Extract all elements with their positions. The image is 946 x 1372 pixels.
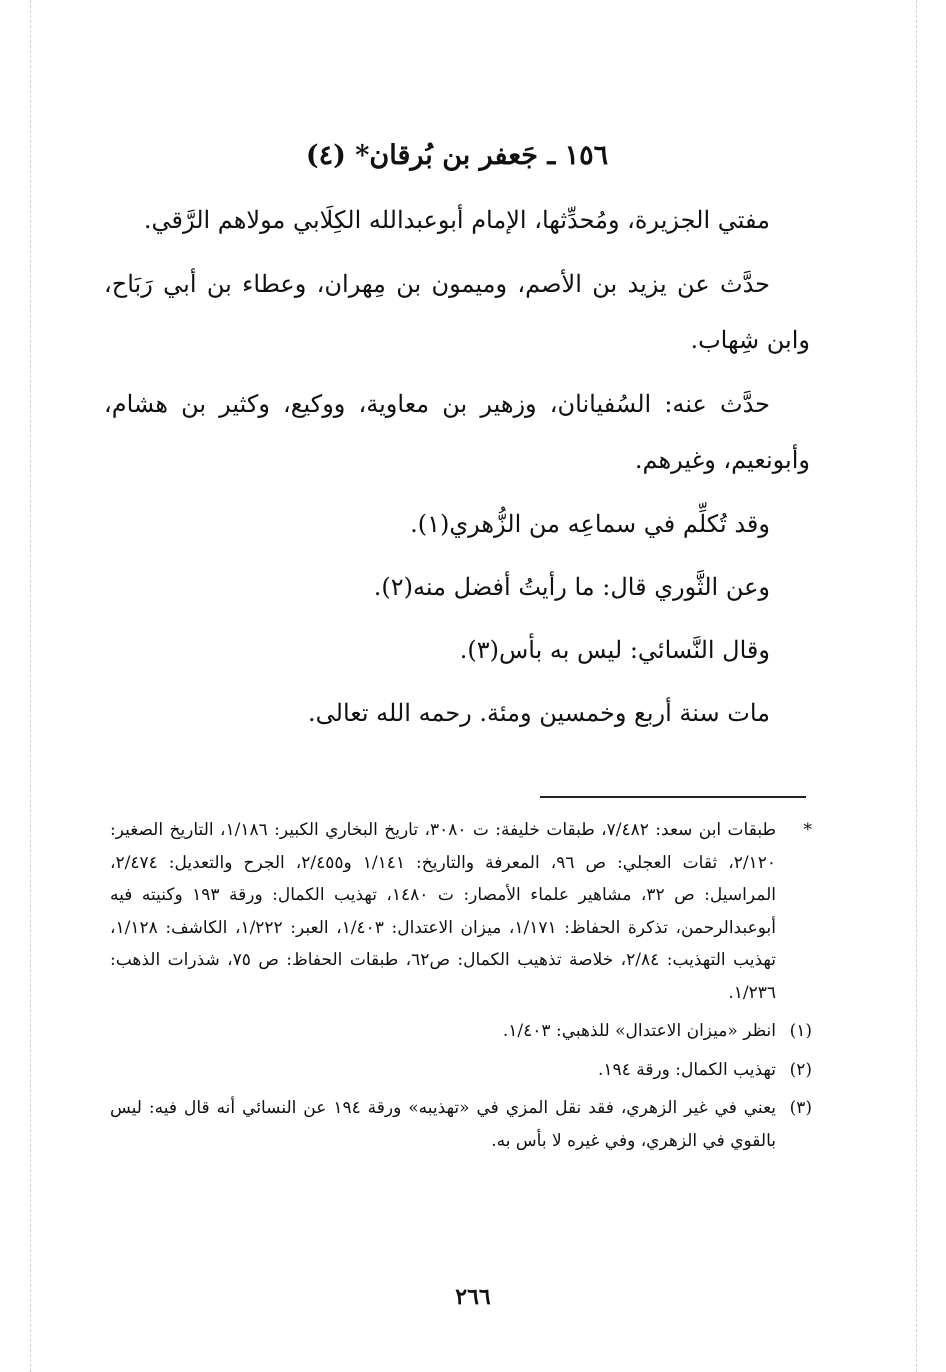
entry-title: ١٥٦ ـ جَعفر بن بُرقان* (٤) — [305, 140, 609, 171]
footnote-mark: (١) — [789, 1021, 812, 1041]
entry-paragraph: مفتي الجزيرة، ومُحدِّثها، الإمام أبوعبدالله الكِلَابي مولاهم الرَّقي. — [143, 206, 770, 234]
footnote-text: طبقات ابن سعد: ٧/٤٨٢، طبقات خليفة: ت ٣٠٨٠، تاريخ البخاري الكبير: ١/١٨٦، التاريخ الصغير: ٢/١٢٠، ثقات العجلي: ص ٩٦، المعرفة والتاريخ: ١/١٤١ و٢/٤٥٥، الجرح والتعديل: ٢/٤٧٤، المراسيل: ص ٣٢، مشاهير علماء الأمصار: ت ١٤٨٠، تهذيب الكمال: ورقة ١٩٣ وكنيته فيه أبوعبدالرحمن، تذكرة الحفاظ: ١/١٧١، ميزان الاعتدال: ١/٤٠٣، العبر: ١/٢٢٢، الكاشف: ١/١٢٨، تهذيب التهذيب: ٢/٨٤، خلاصة تذهيب الكمال: ص٦٢، طبقات الحفاظ: ص ٧٥، شذرات الذهب: ١/٢٣٦. — [110, 820, 776, 1003]
footnote-mark: (٣) — [789, 1098, 812, 1118]
entry-line: وقال النَّسائي: ليس به بأس(٣). — [459, 636, 770, 664]
footnote-mark: * — [803, 820, 812, 840]
page-number: ٢٦٦ — [455, 1284, 491, 1310]
footnote-text: انظر «ميزان الاعتدال» للذهبي: ١/٤٠٣. — [502, 1021, 776, 1041]
entry-paragraph: حدَّث عنه: السُفيانان، وزهير بن معاوية، ووكيع، وكثير بن هشام، وأبونعيم، وغيرهم. — [104, 390, 810, 474]
footnote-item — [110, 814, 812, 1009]
scan-edge-left — [30, 0, 31, 1372]
scan-edge-right — [916, 0, 917, 1372]
footnote-item — [110, 1054, 812, 1087]
footnote-text: تهذيب الكمال: ورقة ١٩٤. — [598, 1059, 776, 1080]
footnote-separator — [540, 796, 806, 798]
entry-paragraph: حدَّث عن يزيد بن الأصم، وميمون بن مِهران، وعطاء بن أبي رَبَاح، وابن شِهاب. — [104, 270, 810, 354]
entry-line: وعن الثَّوري قال: ما رأيتُ أفضل منه(٢). — [373, 573, 770, 601]
footnote-item — [110, 1092, 812, 1157]
entry-body — [104, 136, 810, 748]
footnote-item — [110, 1015, 812, 1048]
footnote-text: يعني في غير الزهري، فقد نقل المزي في «تهذيبه» ورقة ١٩٤ عن النسائي أنه قال فيه: ليس بالقوي في الزهري، وفي غيره لا بأس به. — [110, 1098, 776, 1151]
entry-line: وقد تُكلِّم في سماعِه من الزُّهري(١). — [410, 510, 770, 538]
footnote-mark: (٢) — [789, 1059, 812, 1080]
entry-line: مات سنة أربع وخمسين ومئة. رحمه الله تعالى. — [308, 699, 770, 727]
footnotes — [110, 814, 812, 1157]
